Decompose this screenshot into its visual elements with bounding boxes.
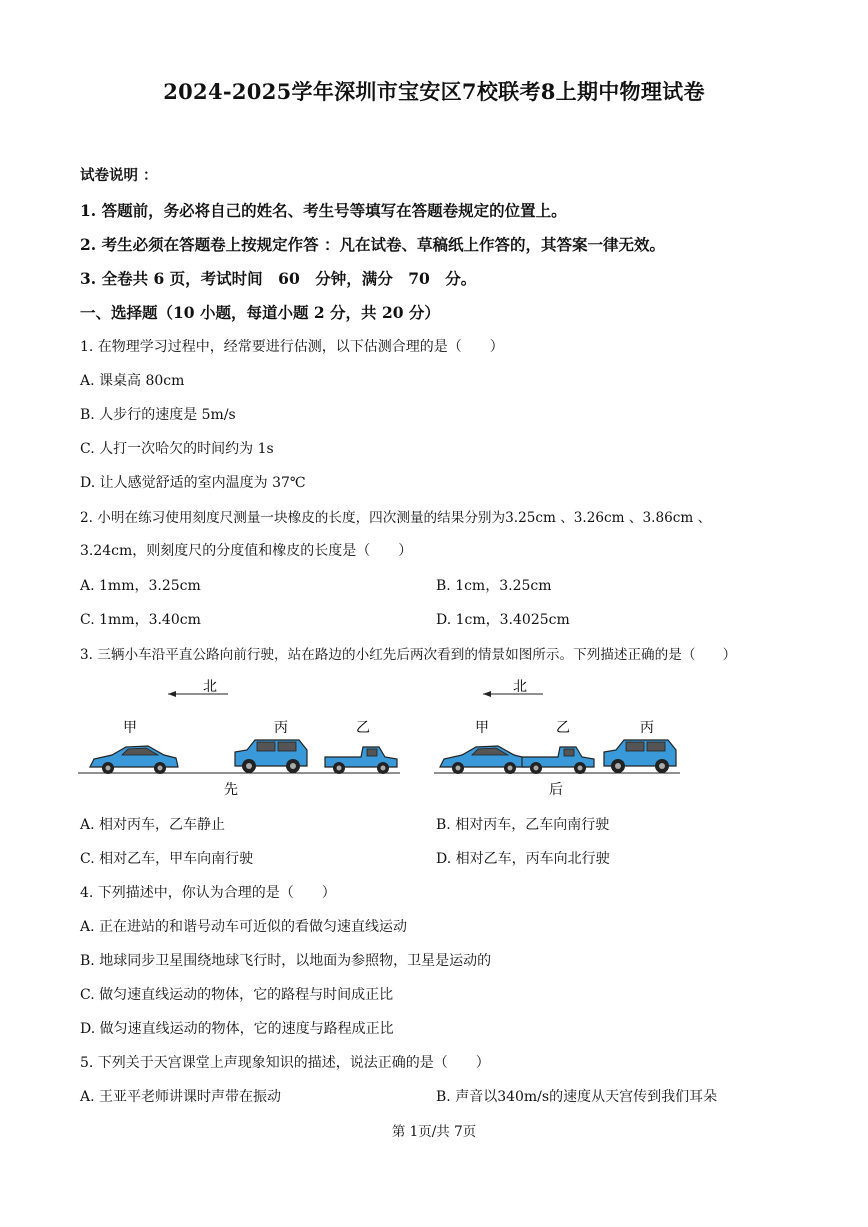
label-bing-left: 丙 [274, 720, 288, 736]
q2-option-a: A. 1mm，3.25cm [80, 578, 201, 594]
q4-option-a: A. 正在进站的和谐号动车可近似的看做匀速直线运动 [80, 919, 408, 935]
scene-before [78, 679, 400, 798]
q1-option-c: C. 人打一次哈欠的时间约为 1s [80, 441, 274, 457]
car-bing-left [235, 740, 307, 773]
label-bing-right: 丙 [640, 720, 654, 736]
q2-option-b: B. 1cm，3.25cm [436, 578, 552, 594]
label-jia-right: 甲 [475, 720, 489, 736]
label-yi-right: 乙 [556, 720, 570, 736]
q1-stem: 1. 在物理学习过程中，经常要进行估测，以下估测合理的是（ ） [80, 339, 504, 355]
label-jia-left: 甲 [123, 720, 137, 736]
q2-option-c: C. 1mm，3.40cm [80, 612, 201, 628]
page-title: 2024-2025学年深圳市宝安区7校联考8上期中物理试卷 [163, 79, 705, 104]
car-bing-right [604, 740, 676, 773]
car-yi-right [522, 747, 594, 774]
q5-option-b: B. 声音以340m/s的速度从天宫传到我们耳朵 [436, 1089, 718, 1105]
label-after: 后 [549, 782, 563, 798]
q4-option-b: B. 地球同步卫星围绕地球飞行时，以地面为参照物，卫星是运动的 [80, 953, 492, 969]
instruction-1: 1. 答题前，务必将自己的姓名、考生号等填写在答题卷规定的位置上。 [80, 201, 567, 220]
q4-stem: 4. 下列描述中，你认为合理的是（ ） [80, 885, 336, 901]
q1-option-a: A. 课桌高 80cm [80, 373, 185, 389]
car-yi-left [325, 747, 397, 774]
north-arrow-head [168, 691, 176, 697]
q3-option-b: B. 相对丙车，乙车向南行驶 [436, 817, 610, 833]
q3-option-c: C. 相对乙车，甲车向南行驶 [80, 851, 254, 867]
page-footer: 第 1页/共 7页 [391, 1124, 477, 1140]
car-jia-right [440, 746, 528, 774]
q2-option-d: D. 1cm，3.4025cm [436, 612, 570, 628]
north-arrow-head-right [483, 691, 491, 697]
north-label-right: 北 [513, 679, 527, 695]
q2-stem-line1: 2. 小明在练习使用刻度尺测量一块橡皮的长度，四次测量的结果分别为3.25cm 、3.26cm 、3.86cm 、 [80, 510, 712, 526]
section-heading: 一、选择题（10 小题，每道小题 2 分，共 20 分） [80, 303, 440, 322]
instructions-heading: 试卷说明 ： [80, 167, 158, 184]
q5-option-a: A. 王亚平老师讲课时声带在振动 [80, 1089, 282, 1105]
label-before: 先 [224, 782, 238, 798]
car-jia-left [90, 746, 178, 774]
q1-option-b: B. 人步行的速度是 5m/s [80, 407, 236, 423]
instruction-3: 3. 全卷共 6 页，考试时间 60 分钟，满分 70 分。 [80, 269, 477, 288]
q2-stem-line2: 3.24cm，则刻度尺的分度值和橡皮的长度是（ ） [80, 543, 413, 559]
q4-option-d: D. 做匀速直线运动的物体，它的速度与路程成正比 [80, 1021, 394, 1037]
q3-stem: 3. 三辆小车沿平直公路向前行驶，站在路边的小红先后两次看到的情景如图所示。下列描述正确的是（ ） [80, 647, 737, 663]
instruction-2: 2. 考生必须在答题卷上按规定作答 ：凡在试卷、草稿纸上作答的，其答案一律无效。 [80, 235, 665, 254]
q1-option-d: D. 让人感觉舒适的室内温度为 37℃ [80, 475, 306, 491]
label-yi-left: 乙 [356, 720, 370, 736]
q3-figure [78, 670, 698, 805]
q3-option-a: A. 相对丙车，乙车静止 [80, 817, 226, 833]
q4-option-c: C. 做匀速直线运动的物体，它的路程与时间成正比 [80, 987, 394, 1003]
north-label-left: 北 [203, 679, 217, 695]
scene-after [434, 679, 680, 798]
q3-option-d: D. 相对乙车，丙车向北行驶 [436, 851, 610, 867]
q5-stem: 5. 下列关于天宫课堂上声现象知识的描述，说法正确的是（ ） [80, 1055, 490, 1071]
